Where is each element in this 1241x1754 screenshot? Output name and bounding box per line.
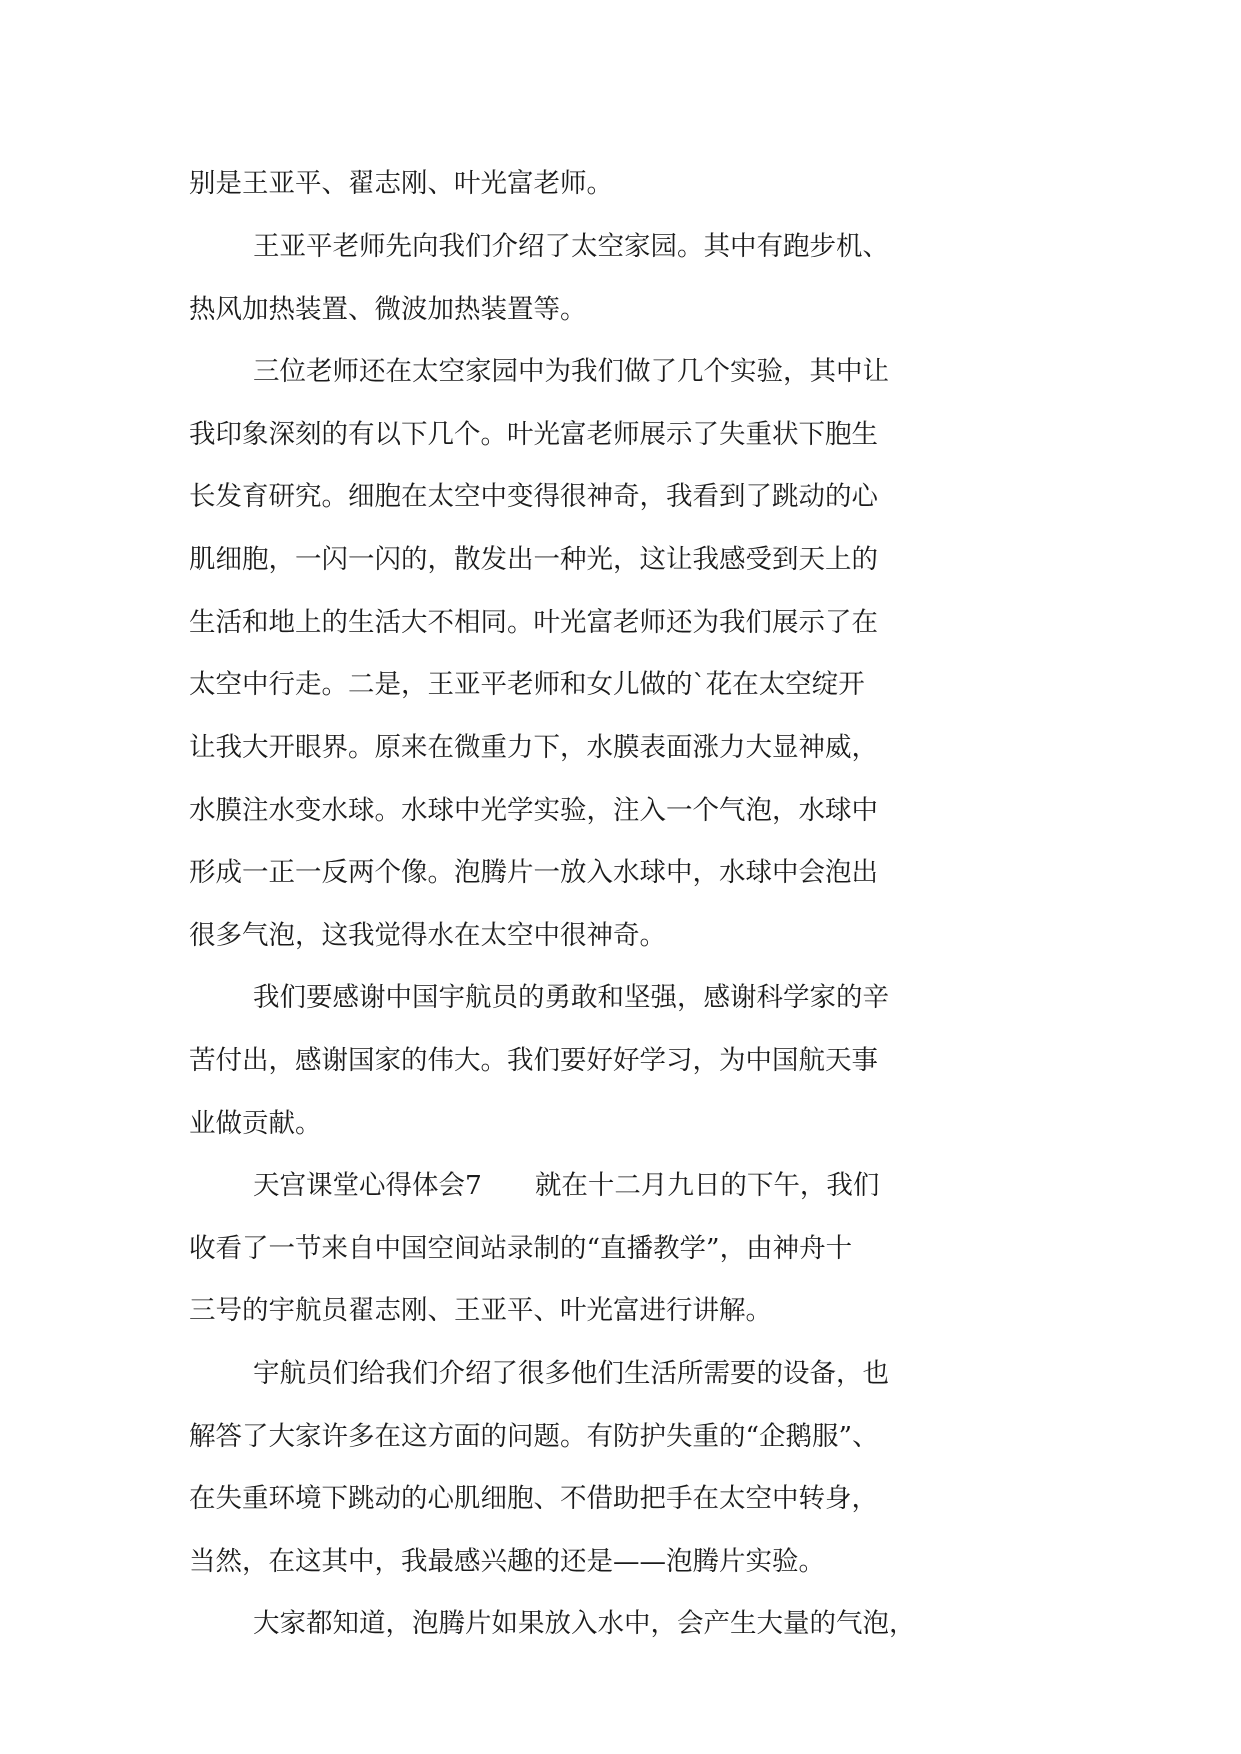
text-line: 长发育研究。细胞在太空中变得很神奇，我看到了跳动的心 bbox=[189, 481, 878, 512]
text-line: 肌细胞，一闪一闪的，散发出一种光，这让我感受到天上的 bbox=[189, 544, 878, 575]
paragraph-start-line: 天宫课堂心得体会7 就在十二月九日的下午，我们 bbox=[253, 1170, 880, 1201]
text-line: 热风加热装置、微波加热装置等。 bbox=[189, 294, 587, 325]
text-line: 苦付出，感谢国家的伟大。我们要好好学习，为中国航天事 bbox=[189, 1045, 878, 1076]
text-line: 收看了一节来自中国空间站录制的“直播教学”，由神舟十 bbox=[189, 1233, 853, 1264]
paragraph-start-line: 大家都知道，泡腾片如果放入水中，会产生大量的气泡， bbox=[253, 1608, 916, 1639]
text-line: 水膜注水变水球。水球中光学实验，注入一个气泡，水球中 bbox=[189, 795, 878, 826]
text-line: 三号的宇航员翟志刚、王亚平、叶光富进行讲解。 bbox=[189, 1295, 772, 1326]
text-line: 很多气泡，这我觉得水在太空中很神奇。 bbox=[189, 920, 666, 951]
text-line: 解答了大家许多在这方面的问题。有防护失重的“企鹅服”、 bbox=[189, 1421, 879, 1452]
text-line: 形成一正一反两个像。泡腾片一放入水球中，水球中会泡出 bbox=[189, 857, 878, 888]
text-line: 生活和地上的生活大不相同。叶光富老师还为我们展示了在 bbox=[189, 607, 878, 638]
text-line: 业做贡献。 bbox=[189, 1108, 322, 1139]
paragraph-start-line: 宇航员们给我们介绍了很多他们生活所需要的设备，也 bbox=[253, 1358, 889, 1389]
text-line: 在失重环境下跳动的心肌细胞、不借助把手在太空中转身， bbox=[189, 1483, 878, 1514]
paragraph-start-line: 王亚平老师先向我们介绍了太空家园。其中有跑步机、 bbox=[253, 231, 889, 262]
paragraph-start-line: 我们要感谢中国宇航员的勇敢和坚强，感谢科学家的辛 bbox=[253, 982, 889, 1013]
paragraph-start-line: 三位老师还在太空家园中为我们做了几个实验，其中让 bbox=[253, 356, 889, 387]
text-line: 当然，在这其中，我最感兴趣的还是——泡腾片实验。 bbox=[189, 1546, 825, 1577]
text-line: 太空中行走。二是，王亚平老师和女儿做的`花在太空绽开 bbox=[189, 669, 865, 700]
text-line: 别是王亚平、翟志刚、叶光富老师。 bbox=[189, 168, 613, 199]
text-line: 让我大开眼界。原来在微重力下，水膜表面涨力大显神威， bbox=[189, 732, 878, 763]
text-line: 我印象深刻的有以下几个。叶光富老师展示了失重状下胞生 bbox=[189, 419, 878, 450]
